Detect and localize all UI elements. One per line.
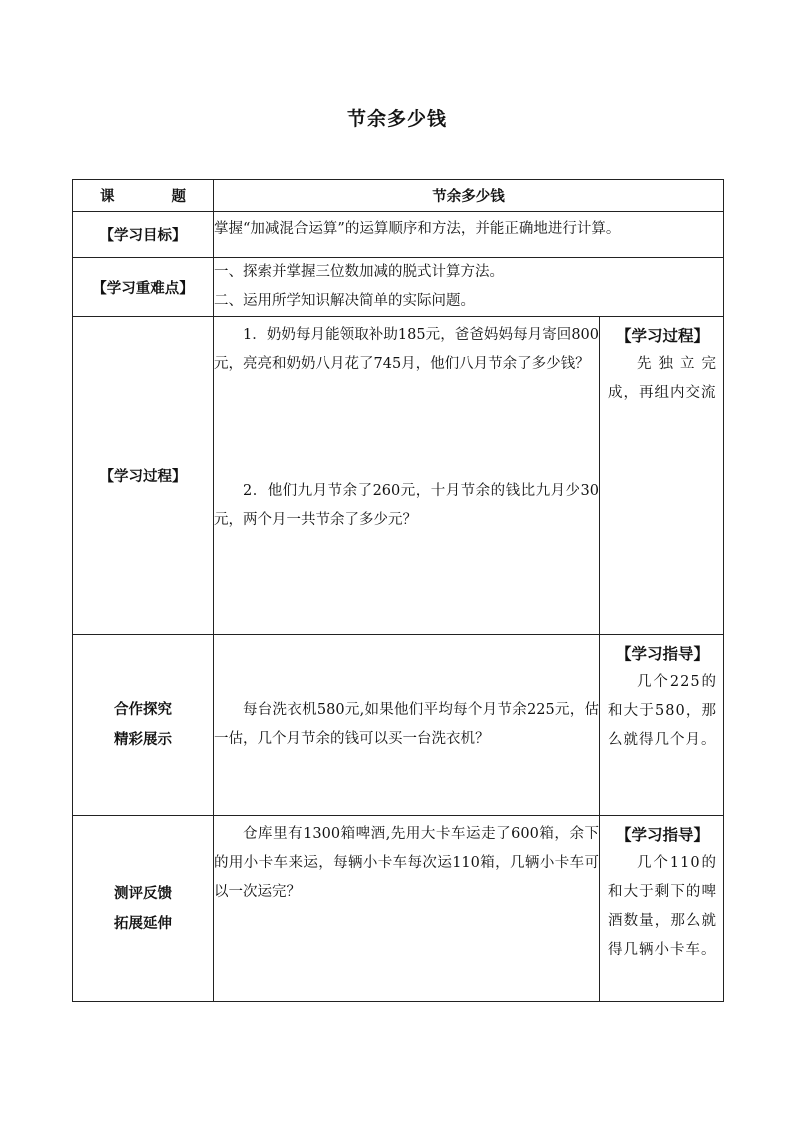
cooperation-problem: 每台洗衣机580元,如果他们平均每个月节余225元，估一估，几个月节余的钱可以买一台洗衣机？ [214, 702, 599, 747]
assessment-side-note [600, 816, 724, 1002]
assessment-label-line1: 测评反馈 [114, 884, 172, 902]
cooperation-side-text: 几个225的和大于580，那么就得几个月。 [608, 674, 717, 748]
topic-title: 节余多少钱 [214, 180, 724, 212]
topic-row [73, 180, 724, 212]
assessment-problem: 仓库里有1300箱啤酒,先用大卡车运走了600箱，余下的用小卡车来运，每辆小卡车每次运110箱，几辆小卡车可以一次运完？ [214, 826, 599, 900]
cooperation-problem-cell [214, 635, 600, 816]
process-side-heading: 【学习过程】 [615, 326, 709, 345]
lesson-plan-table [72, 179, 724, 1002]
assessment-label-line2: 拓展延伸 [114, 914, 172, 932]
cooperation-label-line2: 精彩展示 [114, 731, 172, 748]
key-point-item: 二、运用所学知识解决简单的实际问题。 [214, 293, 475, 309]
assessment-row [73, 816, 724, 1002]
key-points-list [214, 258, 724, 317]
assessment-side-heading: 【学习指导】 [615, 825, 709, 844]
problem-1: 1．奶奶每月能领取补助185元，爸爸妈妈每月寄回800元，亮亮和奶奶八月花了745月，他们八月节余了多少钱？ [214, 327, 599, 372]
key-points-label: 【学习重难点】 [73, 258, 214, 317]
process-side-note [600, 317, 724, 635]
process-row [73, 317, 724, 635]
process-side-text: 先独立完成，再组内交流 [608, 356, 717, 401]
assessment-problem-cell [214, 816, 600, 1002]
process-problems [214, 317, 600, 635]
objectives-label: 【学习目标】 [73, 212, 214, 258]
cooperation-label [73, 635, 214, 816]
assessment-side-text: 几个110的和大于剩下的啤酒数量，那么就得几辆小卡车。 [608, 855, 717, 958]
key-points-row [73, 258, 724, 317]
objectives-text: 掌握“加减混合运算”的运算顺序和方法，并能正确地进行计算。 [214, 212, 724, 258]
cooperation-row [73, 635, 724, 816]
key-point-item: 一、探索并掌握三位数加减的脱式计算方法。 [214, 264, 504, 280]
cooperation-side-heading: 【学习指导】 [615, 644, 709, 663]
cooperation-label-line1: 合作探究 [114, 701, 172, 718]
problem-2: 2．他们九月节余了260元，十月节余的钱比九月少30元，两个月一共节余了多少元？ [214, 483, 599, 528]
cooperation-side-note [600, 635, 724, 816]
objectives-row [73, 212, 724, 258]
process-label: 【学习过程】 [73, 317, 214, 635]
assessment-label [73, 816, 214, 1002]
topic-label-cell [73, 180, 214, 212]
document-title: 节余多少钱 [346, 108, 447, 130]
topic-label: 课 题 [99, 188, 213, 205]
